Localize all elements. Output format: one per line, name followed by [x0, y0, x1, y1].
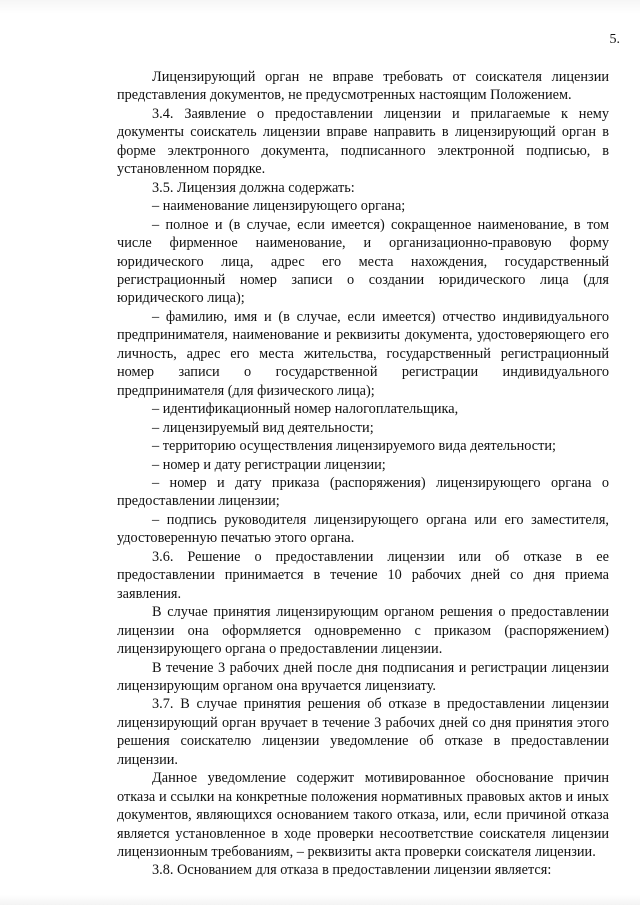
- page-number: 5.: [609, 32, 620, 47]
- paragraph: В случае принятия лицензирующим органом решения о предоставлении лицензии она оформляется одновременно с приказом (распоряжением) лицензирующего органа о предоставлении лицензии.: [117, 604, 609, 658]
- list-item: – номер и дату регистрации лицензии;: [152, 456, 386, 473]
- document-body: [117, 68, 609, 880]
- scan-bottom-edge: [0, 895, 640, 905]
- paragraph-3-4: 3.4. Заявление о предоставлении лицензии и прилагаемые к нему документы соискатель лицензии вправе направить в лицензирующий орган в форме электронного документа, подписанного электронной подписью, в установленном порядке.: [117, 105, 609, 178]
- list-item: – территорию осуществления лицензируемого вида деятельности;: [152, 438, 556, 455]
- list-item: – лицензируемый вид деятельности;: [152, 419, 374, 436]
- list-item: – номер и дату приказа (распоряжения) лицензирующего органа о предоставлении лицензии;: [117, 474, 609, 510]
- list-item: – полное и (в случае, если имеется) сокращенное наименование, в том числе фирменное наименование, и организационно-правовую форму юридического лица, адрес его места нахождения, государственный регистрационный номер записи о создании юридического лица (для юридического лица);: [117, 216, 609, 307]
- scan-top-edge: [0, 0, 640, 14]
- list-item: – наименование лицензирующего органа;: [152, 198, 406, 215]
- list-item: – фамилию, имя и (в случае, если имеется) отчество индивидуального предпринимателя, наименование и реквизиты документа, удостоверяющего его личность, адрес его места жительства, государственный регистрационный номер записи о государственной регистрации индивидуального предпринимателя (для физического лица);: [117, 308, 609, 399]
- paragraph: В течение 3 рабочих дней после дня подписания и регистрации лицензии лицензирующим органом она вручается лицензиату.: [117, 659, 609, 694]
- paragraph-3-5: 3.5. Лицензия должна содержать:: [152, 179, 355, 196]
- list-item: – идентификационный номер налогоплательщика,: [152, 401, 459, 418]
- paragraph-3-7: 3.7. В случае принятия решения об отказе в предоставлении лицензии лицензирующий орган вручает в течение 3 рабочих дней со дня принятия этого решения соискателю лицензии уведомление об отказе в предоставлении лицензии.: [117, 696, 609, 768]
- list-item: – подпись руководителя лицензирующего органа или его заместителя, удостоверенную печатью этого органа.: [117, 511, 609, 547]
- paragraph: Данное уведомление содержит мотивированное обоснование причин отказа и ссылки на конкретные положения нормативных правовых актов и иных документов, являющихся основанием такого отказа, или, если причиной отказа является установленное в ходе проверки несоответствие соискателя лицензии лицензионным требованиям, – реквизиты акта проверки соискателя лицензии.: [117, 770, 609, 861]
- paragraph-3-6: 3.6. Решение о предоставлении лицензии или об отказе в ее предоставлении принимается в течение 10 рабочих дней со дня приема заявления.: [117, 548, 609, 602]
- paragraph-intro: Лицензирующий орган не вправе требовать от соискателя лицензии представления документов, не предусмотренных настоящим Положением.: [117, 69, 609, 104]
- paragraph-3-8: 3.8. Основанием для отказа в предоставлении лицензии является:: [152, 862, 552, 879]
